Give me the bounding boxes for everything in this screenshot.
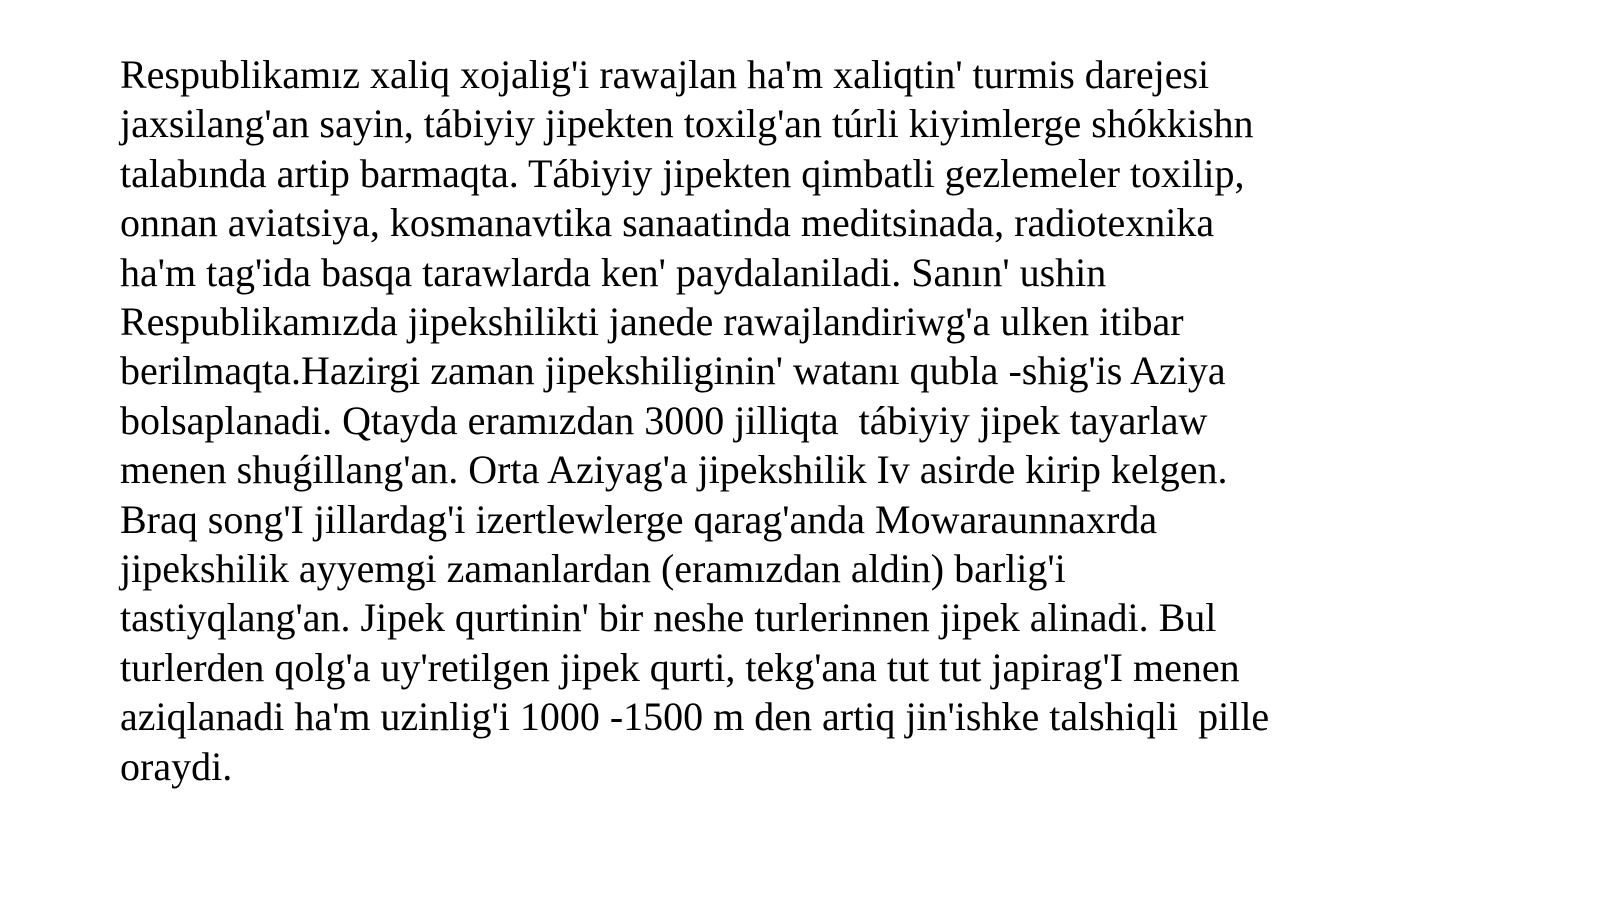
body-paragraph [120, 50, 1520, 791]
text-line: Braq song'I jillardag'i izertlewlerge qarag'anda Mowaraunnaxrda [120, 496, 1158, 542]
text-line: ha'm tag'ida basqa tarawlarda ken' paydalaniladi. Sanın' ushin [120, 249, 1107, 295]
text-line: talabında artip barmaqta. Tábiyiy jipekten qimbatli gezlemeler toxilip, [120, 150, 1245, 196]
text-line: menen shuǵillang'an. Orta Aziyag'a jipekshilik Iv asirde kirip kelgen. [120, 447, 1228, 493]
text-line: oraydi. [120, 743, 233, 789]
text-line: aziqlanadi ha'm uzinlig'i 1000 -1500 m den artiq jin'ishke talshiqli pille [120, 694, 1270, 740]
text-line: jipekshilik ayyemgi zamanlardan (eramızdan aldin) barlig'i [120, 546, 1066, 592]
text-line: Respublikamızda jipekshilikti janede rawajlandiriwg'a ulken itibar [120, 299, 1184, 345]
text-line: Respublikamız xaliq xojalig'i rawajlan ha'm xaliqtin' turmis darejesi [120, 52, 1210, 97]
text-line: jaxsilang'an sayin, tábiyiy jipekten toxilg'an túrli kiyimlerge shókkishn [120, 101, 1254, 147]
text-line: tastiyqlang'an. Jipek qurtinin' bir neshe turlerinnen jipek alinadi. Bul [120, 595, 1217, 641]
text-line: onnan aviatsiya, kosmanavtika sanaatinda meditsinada, radiotexnika [120, 200, 1215, 246]
text-line: turlerden qolg'a uy'retilgen jipek qurti, tekg'ana tut tut japirag'I menen [120, 644, 1240, 690]
text-line: bolsaplanadi. Qtayda eramızdan 3000 jilliqta tábiyiy jipek tayarlaw [120, 397, 1208, 443]
text-line: berilmaqta.Hazirgi zaman jipekshiliginin' watanı qubla -shig'is Aziya [120, 348, 1226, 394]
